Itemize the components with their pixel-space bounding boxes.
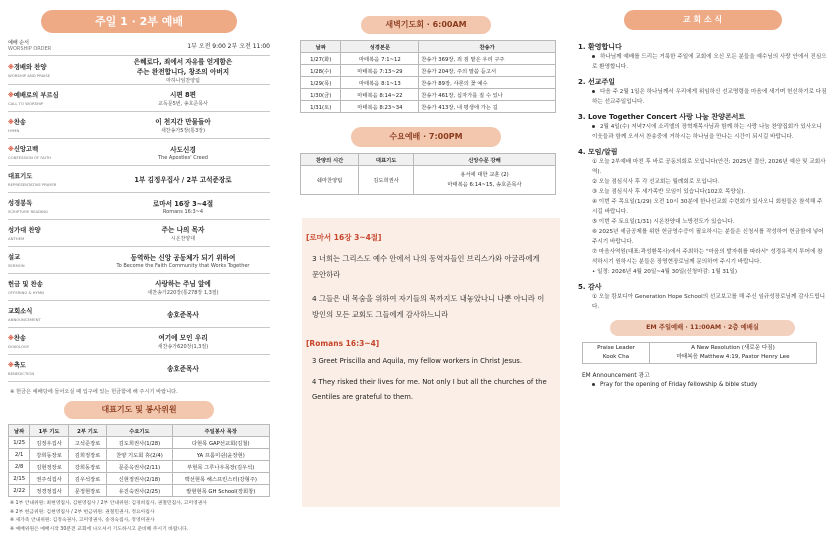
order-label-ko — [8, 171, 96, 180]
dawn-row — [301, 77, 556, 89]
order-value — [96, 166, 270, 193]
order-main: 사랑하는 주님 앞에 — [96, 278, 270, 288]
order-sub: 시온찬양대 — [96, 235, 270, 242]
wed-sermon — [414, 166, 556, 195]
dawn-cell: 찬송가 461장, 십자가를 질 수 있나 — [419, 89, 556, 101]
order-row — [8, 247, 270, 274]
roster-cell: 문정현장로 — [68, 485, 107, 497]
roster-cell: 강희동장로 — [68, 461, 107, 473]
order-label-en: ANNOUNCEMENT — [8, 317, 96, 322]
order-value — [96, 274, 270, 301]
dawn-header: 찬송가 — [419, 41, 556, 53]
order-main: 이 천지간 만물들아 — [96, 116, 270, 126]
dawn-prayer-table — [300, 40, 556, 113]
wed-header: 신앙수문 강해 — [414, 154, 556, 166]
dawn-cell: 마태복음 8:14~22 — [341, 89, 419, 101]
roster-cell: 다현목 GAP선교회(김철) — [172, 437, 269, 449]
order-row — [8, 328, 270, 355]
roster-cell: 맥선현목 해스프린스터(강형주) — [172, 473, 269, 485]
order-row — [8, 112, 270, 139]
order-main: 시편 8편 — [96, 89, 270, 99]
roster-cell: 신현정권사(2/18) — [107, 473, 172, 485]
church-news-list — [578, 42, 827, 312]
order-row — [8, 274, 270, 301]
dawn-cell: 마태복음 8:1~13 — [341, 77, 419, 89]
scripture-verse-en-4: 4 They risked their lives for me. Not only I but all the churches of the Gentiles are grateful to them. — [312, 375, 548, 405]
order-label-ko-text: 예배로의 부르심 — [14, 92, 59, 99]
roster-cell: 2/8 — [9, 461, 30, 473]
news-item-text: ② 오늘 점심식사 후 각 선교회는 월례회로 모입니다. — [592, 179, 719, 185]
dawn-cell: 1/27(화) — [301, 53, 341, 65]
order-label-en: CALL TO WORSHIP — [8, 101, 96, 106]
dawn-cell: 찬송가 369장, 죄 짐 맡은 우리 구주 — [419, 53, 556, 65]
em-announcement-title: EM Announcement 광고 — [582, 370, 823, 379]
order-label-ko — [8, 252, 96, 261]
order-label — [8, 220, 96, 247]
order-label-ko — [8, 90, 96, 99]
news-item — [592, 122, 827, 142]
wednesday-banner: 수요예배 · 7:00PM — [351, 127, 501, 147]
news-item-text: • 일정: 2026년 4월 20일~4월 30일(신청마감: 1월 31일) — [592, 269, 737, 275]
news-heading: 3. Love Together Concert 사랑 나눔 찬양콘서트 — [578, 112, 827, 122]
em-role: Praise Leader Kook Cha — [583, 343, 650, 364]
dawn-cell: 찬송가 89장, 샤론의 꽃 예수 — [419, 77, 556, 89]
news-item — [592, 177, 827, 187]
roster-table — [8, 424, 270, 497]
news-item-text: ① 오늘 캄보디아 Generation Hope School의 선교보고를 해 주신 임규성장로님께 감사드립니다. — [592, 294, 825, 310]
star-icon: ※ — [8, 92, 14, 99]
order-sub: The Apostles' Creed — [96, 155, 270, 161]
order-label-en: SERMON — [8, 263, 96, 268]
order-label-en: ANTHEM — [8, 236, 96, 241]
order-label-ko-text: 성경봉독 — [8, 200, 32, 207]
order-label — [8, 355, 96, 382]
dawn-cell: 1/29(목) — [301, 77, 341, 89]
order-label-ko-text: 성가대 찬양 — [8, 227, 41, 234]
em-worship-table — [582, 342, 817, 364]
news-item-text: ③ 오늘 점심식사 후 새가족반 모임이 있습니다(102호 목양실). — [592, 189, 745, 195]
order-label-en: WORSHIP AND PRAISE — [8, 73, 96, 78]
roster-row — [9, 461, 270, 473]
sunday-worship-banner: 주일 1 · 2부 예배 — [41, 10, 237, 33]
order-main: 동역하는 신앙 공동체가 되기 위하여 — [96, 252, 270, 262]
order-label-ko — [8, 306, 96, 315]
order-label-en: DOXOLOGY — [8, 344, 96, 349]
roster-cell: 강희동장로 — [30, 449, 69, 461]
worship-order-ko: 예배 순서 — [8, 39, 51, 46]
news-item — [592, 227, 827, 247]
order-value — [96, 56, 270, 85]
scripture-verse-en-3: 3 Greet Priscilla and Aquila, my fellow workers in Christ Jesus. — [312, 354, 548, 369]
news-item-text: 하나님께 예배를 드리는 거룩한 주일에 교회에 오신 모든 분들을 예수님의 사랑 안에서 진심으로 환영합니다. — [592, 54, 827, 70]
order-row — [8, 56, 270, 85]
dawn-cell: 마태복음 7:13~29 — [341, 65, 419, 77]
order-label-en: SCRIPTURE READING — [8, 209, 96, 214]
roster-note: ※ 1부 안내위원: 최현영집사, 김현영집사 / 2부 안내위원: 김경희집사, 권철민집사, 고미영권사 — [10, 500, 268, 509]
order-main-2: 주는 완전합니다, 창조의 아버지 — [96, 66, 270, 76]
dawn-cell: 마태복음 7:1~12 — [341, 53, 419, 65]
offering-note: ※ 헌금은 예배당에 들어오실 때 입구에 있는 헌금함에 해 주시기 바랍니다. — [10, 388, 268, 395]
star-icon: ※ — [8, 64, 14, 71]
order-main: 은혜로다, 죄에서 자유를 얻게함은 — [96, 56, 270, 66]
order-sub: 새찬송가220장(통278장 1,3절) — [96, 289, 270, 296]
roster-cell: 김도희권사(1/28) — [107, 437, 172, 449]
roster-cell: 문준옥권사(2/11) — [107, 461, 172, 473]
order-main: 주는 나의 목자 — [96, 224, 270, 234]
roster-cell: 김희정장로 — [68, 449, 107, 461]
bullet-icon — [592, 55, 595, 58]
roster-cell: 김정우집사 — [30, 437, 69, 449]
order-label-ko-text: 신앙고백 — [14, 146, 38, 153]
scripture-verse-ko-4: 4 그들은 내 목숨을 위하여 자기들의 목까지도 내놓았나니 나뿐 아니라 이방인의 모든 교회도 그들에게 감사하느니라 — [312, 291, 548, 323]
news-section — [578, 77, 827, 107]
news-section — [578, 42, 827, 72]
order-value — [96, 85, 270, 112]
roster-cell: 2/1 — [9, 449, 30, 461]
order-label-ko-text: 교회소식 — [8, 308, 32, 315]
dawn-cell: 마태복음 8:23~34 — [341, 101, 419, 113]
order-label — [8, 247, 96, 274]
scripture-verse-ko-3: 3 너희는 그리스도 예수 안에서 나의 동역자들인 브리스가와 아굴라에게 문안하라 — [312, 251, 548, 283]
order-value — [96, 301, 270, 328]
order-main: 로마서 16장 3~4절 — [96, 198, 270, 208]
order-label-ko — [8, 225, 96, 234]
order-label — [8, 139, 96, 166]
order-label — [8, 85, 96, 112]
dawn-cell: 1/28(수) — [301, 65, 341, 77]
worship-order-en: WORSHIP ORDER — [8, 46, 51, 52]
roster-row — [9, 473, 270, 485]
dawn-prayer-banner: 새벽기도회 · 6:00AM — [361, 16, 491, 34]
order-row — [8, 220, 270, 247]
dawn-header: 날짜 — [301, 41, 341, 53]
roster-cell: 김현정장로 — [30, 461, 69, 473]
roster-cell: 고석준장로 — [68, 437, 107, 449]
order-row — [8, 355, 270, 382]
news-item-text: ⑥ 2025년 세금공제를 위한 헌금영수증이 필요하시는 분들은 신청서를 작성하여 헌금함에 넣어 주시기 바랍니다. — [592, 229, 824, 245]
news-item — [592, 197, 827, 217]
wed-header: 찬양의 시간 — [301, 154, 359, 166]
news-section — [578, 282, 827, 312]
order-label-ko — [8, 62, 96, 71]
news-heading: 1. 환영합니다 — [578, 42, 827, 52]
news-heading: 2. 선교주일 — [578, 77, 827, 87]
news-item — [592, 52, 827, 72]
roster-header: 1부 기도 — [30, 425, 69, 437]
news-item-text: ④ 이번 주 목요일(1/29) 오전 10시 30분에 한나선교회 수련회가 있사오니 회원들은 참석해 주시길 바랍니다. — [592, 199, 822, 215]
order-label-ko — [8, 144, 96, 153]
wed-sermon-ref: 마태복음 6:14~15, 송호준목사 — [416, 180, 553, 190]
roster-note: ※ 2부 헌금위원: 김현영집사 / 2부 헌금위원: 권철민권사, 정요아집사 — [10, 509, 268, 518]
order-value — [96, 193, 270, 220]
roster-row — [9, 449, 270, 461]
church-news-banner: 교 회 소 식 — [624, 10, 782, 30]
order-label — [8, 301, 96, 328]
order-main: 송호준목사 — [96, 363, 270, 373]
dawn-row — [301, 101, 556, 113]
news-item — [592, 267, 827, 277]
order-label-ko-text: 헌금 및 찬송 — [8, 281, 43, 288]
news-item — [592, 157, 827, 177]
news-item-text: ⑤ 이번 주 토요일(1/31) 시온찬양대 노방전도가 있습니다. — [592, 219, 734, 225]
scripture-ref-ko: [로마서 16장 3~4절] — [306, 232, 560, 243]
order-label-ko — [8, 198, 96, 207]
em-worship-banner: EM 주일예배 · 11:00AM · 2층 예배실 — [610, 320, 795, 336]
order-label — [8, 328, 96, 355]
scripture-box — [302, 218, 560, 507]
worship-order-header — [8, 37, 270, 55]
roster-cell: 발현현목 GH School(장회창) — [172, 485, 269, 497]
em-announcement-item: Pray for the opening of Friday fellowship & bible study — [592, 382, 823, 388]
order-label-ko-text: 대표기도 — [8, 173, 32, 180]
roster-note: ※ 새가족 안내위원: 김정숙권사, 고미영권사, 송경숙집사, 정영미권사 — [10, 517, 268, 526]
roster-cell: 2/22 — [9, 485, 30, 497]
order-sub: 마하나임찬양팀 — [96, 77, 270, 84]
order-value — [96, 247, 270, 274]
wed-praise: 쉐마찬양팀 — [301, 166, 359, 195]
news-heading: 5. 감사 — [578, 282, 827, 292]
roster-cell: YA 프롬미쉰(윤장현) — [172, 449, 269, 461]
order-sub: To Become the Faith Community that Works Together — [96, 263, 270, 269]
roster-notes — [10, 500, 268, 534]
star-icon: ※ — [8, 146, 14, 153]
roster-header: 주일봉사 목장 — [172, 425, 269, 437]
order-label-en: CONFESSION OF FAITH — [8, 155, 96, 160]
em-sermon: A New Resolution (새로운 다짐) 마태복음 Matthew 4:19, Pastor Henry Lee — [650, 343, 817, 364]
star-icon: ※ — [8, 362, 14, 369]
news-section — [578, 112, 827, 142]
order-label-ko — [8, 117, 96, 126]
em-announcement — [582, 370, 823, 388]
news-column — [570, 0, 835, 507]
worship-column — [0, 0, 278, 507]
star-icon: ※ — [8, 335, 14, 342]
order-row — [8, 166, 270, 193]
wed-prayer: 김도희권사 — [359, 166, 414, 195]
news-item — [592, 247, 827, 267]
order-label-en: HYMN — [8, 128, 96, 133]
news-item-text: ① 오늘 2부예배 마친 후 바로 공동의회로 모입니다(안건: 2025년 결산, 2026년 예산 및 교회사역). — [592, 159, 826, 175]
order-value — [96, 220, 270, 247]
order-label-ko-text: 찬송 — [14, 335, 26, 342]
dawn-row — [301, 65, 556, 77]
order-value — [96, 355, 270, 382]
roster-header: 수요기도 — [107, 425, 172, 437]
news-item-text: 2월 4일(수) 저녁7시에 소리엘의 장혁재목사님과 함께 하는 사랑 나눔 찬양집회가 있사오니 이웃들과 함께 오셔서 찬송중에 거하시는 하나님을 만나는 시간이 되시길 바랍니다. — [592, 124, 822, 140]
service-times: 1부 오전 9:00 2부 오전 11:00 — [187, 41, 270, 50]
order-sub: 새찬송가620장(1,3절) — [96, 343, 270, 350]
roster-cell: 김우석장로 — [68, 473, 107, 485]
roster-note: ※ 예배위원은 예배시작 30분전 교회에 나오셔서 기도하시고 준비해 주시기 바랍니다. — [10, 526, 268, 534]
roster-cell: 유진숙권사(2/25) — [107, 485, 172, 497]
roster-header: 날짜 — [9, 425, 30, 437]
news-item — [592, 292, 827, 312]
roster-cell: 2/15 — [9, 473, 30, 485]
bullet-icon — [592, 90, 595, 93]
order-label-ko — [8, 360, 96, 369]
news-item-text: ⑦ 마음사역원(대표:곽성환목사)에서 주최하는 "마음의 발자취를 따라서" 성경유적지 투어에 참석하시기 원하시는 분들은 장명현장로님께 문의하여 주시기 바랍니다. — [592, 249, 823, 265]
order-row — [8, 193, 270, 220]
roster-cell: 찬양 기도회 휴(2/4) — [107, 449, 172, 461]
roster-cell: 정경정집사 — [30, 485, 69, 497]
news-heading: 4. 모임/알림 — [578, 147, 827, 157]
news-item — [592, 187, 827, 197]
middle-column — [290, 0, 562, 507]
order-label-ko-text: 경배와 찬양 — [14, 64, 47, 71]
wed-sermon-title: 용서에 대한 교훈 (2) — [416, 170, 553, 180]
order-label-ko-text: 축도 — [14, 362, 26, 369]
roster-header: 2부 기도 — [68, 425, 107, 437]
order-value — [96, 112, 270, 139]
order-label-ko-text: 찬송 — [14, 119, 26, 126]
order-main: 1부 김정우집사 / 2부 고석준장로 — [96, 174, 270, 184]
order-row — [8, 301, 270, 328]
news-item-text: 다음 주 2월 1일은 하나님께서 우리에게 위임하신 선교명령을 마음에 새기며 헌신하기로 다짐하는 선교주일입니다. — [592, 89, 827, 105]
star-icon: ※ — [8, 119, 14, 126]
order-label-en: BENEDICTION — [8, 371, 96, 376]
order-label — [8, 274, 96, 301]
order-main: 송호준목사 — [96, 309, 270, 319]
order-main: 여기에 모인 우리 — [96, 332, 270, 342]
order-sub: 교독문5번, 송호준목사 — [96, 100, 270, 107]
roster-cell: 부현목 그루나우목장(김우석) — [172, 461, 269, 473]
order-sub: 새찬송가5장(통3장) — [96, 127, 270, 134]
order-label — [8, 193, 96, 220]
order-main: 사도신경 — [96, 144, 270, 154]
dawn-row — [301, 53, 556, 65]
order-label-en: REPRESENTATIVE PRAYER — [8, 182, 96, 187]
order-sub: Romans 16:3~4 — [96, 209, 270, 215]
worship-order-table — [8, 55, 270, 382]
wed-header: 대표기도 — [359, 154, 414, 166]
bullet-icon — [592, 125, 595, 128]
roster-cell: 1/25 — [9, 437, 30, 449]
order-label-ko — [8, 333, 96, 342]
dawn-cell: 1/30(금) — [301, 89, 341, 101]
order-label — [8, 112, 96, 139]
roster-row — [9, 485, 270, 497]
dawn-cell: 찬송가 413장, 내 평생에 가는 길 — [419, 101, 556, 113]
dawn-header: 성경본문 — [341, 41, 419, 53]
order-label-ko-text: 설교 — [8, 254, 20, 261]
dawn-row — [301, 89, 556, 101]
order-value — [96, 139, 270, 166]
order-label — [8, 166, 96, 193]
order-label-en: OFFERING & HYMN — [8, 290, 96, 295]
order-label — [8, 56, 96, 85]
wednesday-table — [300, 153, 556, 195]
news-item — [592, 217, 827, 227]
roster-cell: 권주석집사 — [30, 473, 69, 485]
order-value — [96, 328, 270, 355]
order-label-ko — [8, 279, 96, 288]
roster-banner: 대표기도 및 봉사위원 — [64, 401, 214, 419]
news-section — [578, 147, 827, 277]
news-item — [592, 87, 827, 107]
scripture-ref-en: [Romans 16:3~4] — [306, 339, 560, 348]
order-row — [8, 139, 270, 166]
order-row — [8, 85, 270, 112]
dawn-cell: 찬송가 204장, 주의 말씀 듣고서 — [419, 65, 556, 77]
roster-row — [9, 437, 270, 449]
dawn-cell: 1/31(토) — [301, 101, 341, 113]
